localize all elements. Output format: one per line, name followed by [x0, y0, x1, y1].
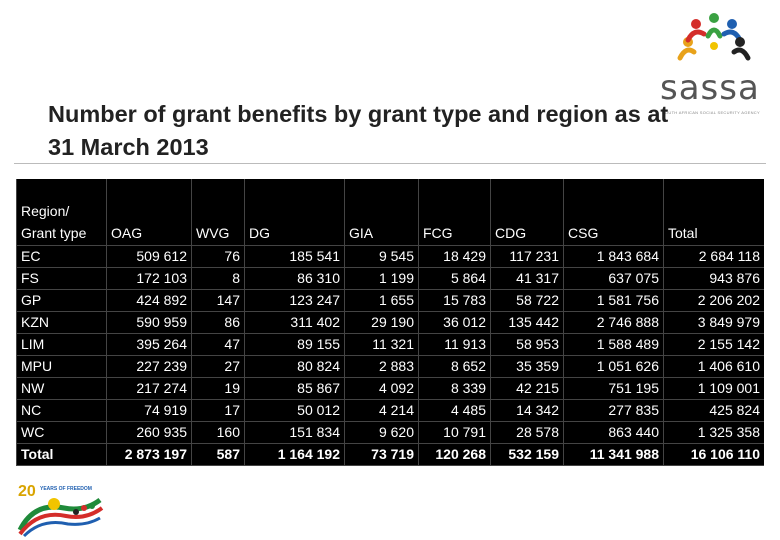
cell-fcg: 8 339 — [418, 378, 490, 400]
cell-gia: 2 883 — [344, 356, 418, 378]
cell-csg: 1 581 756 — [563, 290, 663, 312]
cell-wvg: 587 — [191, 444, 244, 466]
cell-oag: 395 264 — [106, 334, 191, 356]
cell-dg: 80 824 — [244, 356, 344, 378]
twenty-years-freedom-emblem-icon — [14, 478, 106, 538]
table-row — [16, 290, 764, 312]
table-row — [16, 268, 764, 290]
cell-gia: 73 719 — [344, 444, 418, 466]
table-row — [16, 400, 764, 422]
cell-dg: 151 834 — [244, 422, 344, 444]
cell-gia: 4 092 — [344, 378, 418, 400]
cell-wvg: 8 — [191, 268, 244, 290]
brand-name: sassa — [660, 68, 760, 108]
table-total-row — [16, 444, 764, 466]
title-divider — [14, 163, 766, 164]
header-wvg: WVG — [191, 179, 244, 246]
cell-cdg: 28 578 — [490, 422, 563, 444]
cell-fcg: 18 429 — [418, 246, 490, 268]
cell-region: MPU — [16, 356, 106, 378]
cell-csg: 863 440 — [563, 422, 663, 444]
cell-region: EC — [16, 246, 106, 268]
cell-csg: 1 843 684 — [563, 246, 663, 268]
header-gia: GIA — [344, 179, 418, 246]
cell-csg: 1 588 489 — [563, 334, 663, 356]
cell-fcg: 120 268 — [418, 444, 490, 466]
cell-wvg: 160 — [191, 422, 244, 444]
cell-total: 3 849 979 — [663, 312, 764, 334]
grant-benefits-table — [16, 179, 764, 466]
cell-cdg: 35 359 — [490, 356, 563, 378]
cell-region: Total — [16, 444, 106, 466]
table-row — [16, 246, 764, 268]
cell-gia: 9 545 — [344, 246, 418, 268]
cell-wvg: 86 — [191, 312, 244, 334]
cell-csg: 2 746 888 — [563, 312, 663, 334]
header-oag: OAG — [106, 179, 191, 246]
cell-cdg: 42 215 — [490, 378, 563, 400]
cell-total: 425 824 — [663, 400, 764, 422]
cell-wvg: 27 — [191, 356, 244, 378]
cell-gia: 9 620 — [344, 422, 418, 444]
cell-cdg: 532 159 — [490, 444, 563, 466]
cell-dg: 89 155 — [244, 334, 344, 356]
cell-total: 2 684 118 — [663, 246, 764, 268]
cell-region: NW — [16, 378, 106, 400]
cell-region: KZN — [16, 312, 106, 334]
cell-total: 2 155 142 — [663, 334, 764, 356]
cell-cdg: 41 317 — [490, 268, 563, 290]
people-circle-icon — [674, 10, 754, 70]
cell-oag: 424 892 — [106, 290, 191, 312]
page-title: Number of grant benefits by grant type and region as at 31 March 2013 — [48, 101, 669, 160]
cell-dg: 311 402 — [244, 312, 344, 334]
header-region: Region/ Grant type — [16, 179, 106, 246]
cell-wvg: 47 — [191, 334, 244, 356]
cell-oag: 217 274 — [106, 378, 191, 400]
cell-csg: 11 341 988 — [563, 444, 663, 466]
table-header-row — [16, 179, 764, 246]
cell-oag: 509 612 — [106, 246, 191, 268]
table-row — [16, 378, 764, 400]
cell-gia: 1 655 — [344, 290, 418, 312]
cell-csg: 1 051 626 — [563, 356, 663, 378]
cell-cdg: 135 442 — [490, 312, 563, 334]
cell-cdg: 58 722 — [490, 290, 563, 312]
header-fcg: FCG — [418, 179, 490, 246]
cell-total: 1 325 358 — [663, 422, 764, 444]
cell-total: 1 406 610 — [663, 356, 764, 378]
cell-region: WC — [16, 422, 106, 444]
cell-oag: 2 873 197 — [106, 444, 191, 466]
cell-fcg: 11 913 — [418, 334, 490, 356]
cell-total: 943 876 — [663, 268, 764, 290]
cell-fcg: 36 012 — [418, 312, 490, 334]
cell-fcg: 4 485 — [418, 400, 490, 422]
cell-oag: 172 103 — [106, 268, 191, 290]
cell-oag: 74 919 — [106, 400, 191, 422]
cell-fcg: 8 652 — [418, 356, 490, 378]
cell-dg: 86 310 — [244, 268, 344, 290]
cell-wvg: 76 — [191, 246, 244, 268]
cell-fcg: 10 791 — [418, 422, 490, 444]
table-row — [16, 334, 764, 356]
header-dg: DG — [244, 179, 344, 246]
header-csg: CSG — [563, 179, 663, 246]
cell-total: 2 206 202 — [663, 290, 764, 312]
cell-dg: 50 012 — [244, 400, 344, 422]
brand-tagline: SOUTH AFRICAN SOCIAL SECURITY AGENCY — [662, 110, 760, 115]
cell-gia: 4 214 — [344, 400, 418, 422]
cell-gia: 1 199 — [344, 268, 418, 290]
cell-fcg: 15 783 — [418, 290, 490, 312]
table-row — [16, 422, 764, 444]
cell-oag: 590 959 — [106, 312, 191, 334]
cell-dg: 123 247 — [244, 290, 344, 312]
table-row — [16, 312, 764, 334]
cell-total: 1 109 001 — [663, 378, 764, 400]
svg-text:20: 20 — [18, 483, 36, 500]
cell-dg: 185 541 — [244, 246, 344, 268]
cell-wvg: 17 — [191, 400, 244, 422]
cell-dg: 85 867 — [244, 378, 344, 400]
cell-wvg: 19 — [191, 378, 244, 400]
header-cdg: CDG — [490, 179, 563, 246]
cell-region: NC — [16, 400, 106, 422]
svg-text:YEARS OF FREEDOM: YEARS OF FREEDOM — [40, 486, 92, 492]
cell-cdg: 14 342 — [490, 400, 563, 422]
cell-total: 16 106 110 — [663, 444, 764, 466]
cell-cdg: 117 231 — [490, 246, 563, 268]
cell-region: LIM — [16, 334, 106, 356]
cell-oag: 227 239 — [106, 356, 191, 378]
cell-csg: 277 835 — [563, 400, 663, 422]
cell-dg: 1 164 192 — [244, 444, 344, 466]
cell-gia: 29 190 — [344, 312, 418, 334]
cell-region: FS — [16, 268, 106, 290]
cell-fcg: 5 864 — [418, 268, 490, 290]
cell-cdg: 58 953 — [490, 334, 563, 356]
cell-oag: 260 935 — [106, 422, 191, 444]
cell-gia: 11 321 — [344, 334, 418, 356]
cell-csg: 751 195 — [563, 378, 663, 400]
header-total: Total — [663, 179, 764, 246]
cell-wvg: 147 — [191, 290, 244, 312]
table-row — [16, 356, 764, 378]
cell-csg: 637 075 — [563, 268, 663, 290]
cell-region: GP — [16, 290, 106, 312]
